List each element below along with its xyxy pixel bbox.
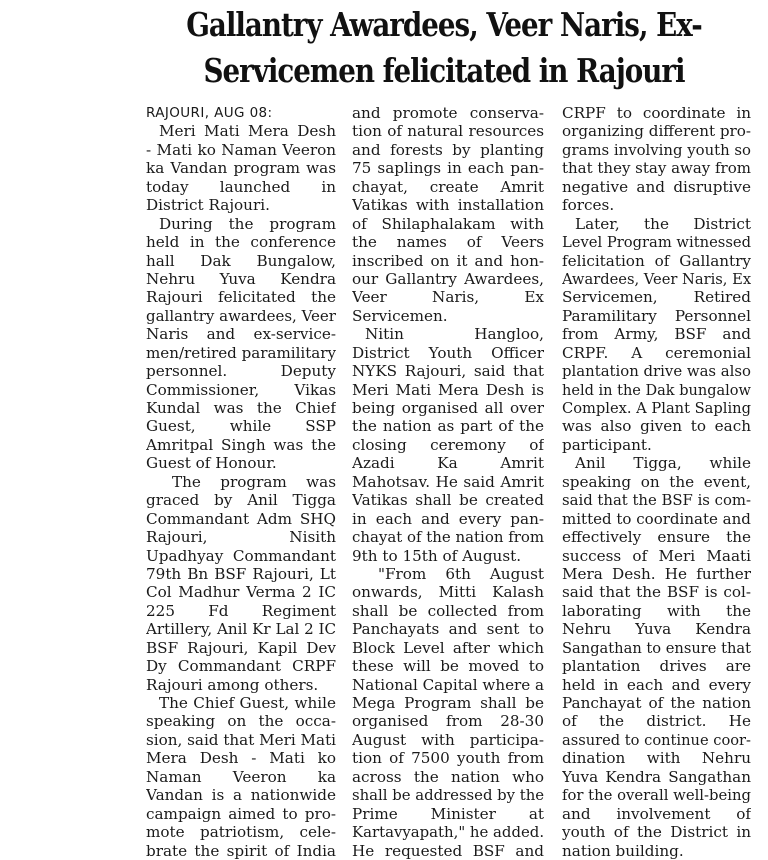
article-text-line: Prime Minister at <box>352 804 544 823</box>
article-text-line: these will be moved to <box>352 657 544 676</box>
article-column-3 <box>562 104 751 860</box>
article-text-line: brate the spirit of India <box>146 841 336 860</box>
article-text-line: NYKS Rajouri, said that <box>352 362 544 381</box>
article-text-line: Naris and ex-service- <box>146 325 336 344</box>
article-text-line: felicitation of Gallantry <box>562 251 751 270</box>
article-text-line: tion of natural resources <box>352 122 544 141</box>
article-column-2 <box>352 104 544 860</box>
article-text-line: for the overall well-being <box>562 786 751 805</box>
article-text-line: participant. <box>562 435 652 454</box>
article-text-line: closing ceremony of <box>352 435 544 454</box>
article-text-line: Nehru Yuva Kendra <box>146 269 336 288</box>
article-text-line: He requested BSF and <box>352 841 544 860</box>
article-text-line: Sangathan to ensure that <box>562 638 751 657</box>
article-text-line: 79th Bn BSF Rajouri, Lt <box>146 564 336 583</box>
article-text-line: organised from 28-30 <box>352 712 544 731</box>
article-text-line: 9th to 15th of August. <box>352 546 522 565</box>
article-text-line: Mahotsav. He said Amrit <box>352 472 544 491</box>
article-text-line: During the program <box>159 214 336 233</box>
article-text-line: The Chief Guest, while <box>159 694 336 712</box>
article-text-line: across the nation who <box>352 767 544 786</box>
article-text-line: Complex. A Plant Sapling <box>562 399 751 417</box>
article-text-line: Guest of Honour. <box>146 454 277 473</box>
article-text-line: youth of the District in <box>562 823 751 842</box>
article-text-line: Upadhyay Commandant <box>146 546 336 565</box>
article-text-line: in each and every pan- <box>352 509 544 528</box>
article-text-line: August with participa- <box>352 730 544 749</box>
article-text-line: forces. <box>562 196 615 215</box>
article-text-line: Dy Commandant CRPF <box>146 657 336 676</box>
article-text-line: BSF Rajouri, Kapil Dev <box>146 638 336 657</box>
article-text-line: Meri Mati Mera Desh is <box>352 380 544 399</box>
article-text-line: negative and disruptive <box>562 177 751 196</box>
article-text-line: Nehru Yuva Kendra <box>562 620 751 639</box>
article-text-line: being organised all over <box>352 399 544 417</box>
article-text-line: Vatikas with installation <box>352 196 544 215</box>
article-text-line: Mera Desh. He further <box>562 564 751 583</box>
article-text-line: speaking on the event, <box>562 472 751 491</box>
article-text-line: - Mati ko Naman Veeron <box>146 140 336 159</box>
article-text-line: inscribed on it and hon- <box>352 251 544 270</box>
article-text-line: Rajouri felicitated the <box>146 288 336 307</box>
article-text-line: effectively ensure the <box>562 528 751 547</box>
article-text-line: Artillery, Anil Kr Lal 2 IC <box>146 620 336 639</box>
article-text-line: held in the Dak bungalow <box>562 380 751 399</box>
article-text-line: ka Vandan program was <box>146 159 336 178</box>
article-text-line: Nitin Hangloo, <box>365 325 544 344</box>
article-text-line: Yuva Kendra Sangathan <box>562 767 751 786</box>
article-text-line: Paramilitary Personnel <box>562 306 751 325</box>
article-text-line: District Rajouri. <box>146 196 270 215</box>
article-text-line: CRPF. A ceremonial <box>562 343 751 362</box>
article-text-line: shall be collected from <box>352 601 544 620</box>
article-text-line: Vandan is a nationwide <box>146 786 336 805</box>
article-text-line: said that the BSF is com- <box>562 491 751 510</box>
article-text-line: graced by Anil Tigga <box>146 491 336 510</box>
article-text-line: "From 6th August <box>378 564 544 583</box>
article-text-line: Commandant Adm SHQ <box>146 509 336 528</box>
headline-line-2: Servicemen felicitated in Rajouri <box>203 51 685 90</box>
article-text-line: Col Madhur Verma 2 IC <box>146 583 336 602</box>
article-text-line: National Capital where a <box>352 675 544 694</box>
article-text-line: Azadi Ka Amrit <box>352 454 544 473</box>
article-text-line: 225 Fd Regiment <box>146 601 336 620</box>
headline-line-1: Gallantry Awardees, Veer Naris, Ex- <box>186 5 702 44</box>
article-text-line: Rajouri, Nisith <box>146 528 336 547</box>
article-text-line: Panchayats and sent to <box>352 620 544 639</box>
article-text-line: Kundal was the Chief <box>146 399 336 417</box>
article-text-line: success of Meri Maati <box>562 546 751 565</box>
article-text-line: Naman Veeron ka <box>146 767 336 786</box>
article-text-line: and involvement of <box>562 804 751 823</box>
article-text-line: grams involving youth so <box>562 140 751 159</box>
article-headline <box>172 2 716 94</box>
article-text-line: chayat of the nation from <box>352 528 544 547</box>
article-text-line: Anil Tigga, while <box>575 454 751 473</box>
article-text-line: mote patriotism, cele- <box>146 823 336 842</box>
article-text-line: that they stay away from <box>562 159 751 178</box>
article-text-line: chayat, create Amrit <box>352 177 544 196</box>
article-text-line: tion of 7500 youth from <box>352 749 544 768</box>
article-text-line: the names of Veers <box>352 233 544 252</box>
article-text-line: dination with Nehru <box>562 749 751 768</box>
article-text-line: Guest, while SSP <box>146 417 336 436</box>
article-text-line: Kartavyapath," he added. <box>352 823 544 842</box>
article-text-line: organizing different pro- <box>562 122 751 141</box>
article-text-line: hall Dak Bungalow, <box>146 251 336 270</box>
article-text-line: Mera Desh - Mati ko <box>146 749 336 768</box>
article-text-line: nation building. <box>562 841 684 860</box>
article-text-line: Amritpal Singh was the <box>146 435 336 454</box>
article-text-line: of Shilaphalakam with <box>352 214 544 233</box>
article-text-line: Mega Program shall be <box>352 694 544 712</box>
article-text-line: campaign aimed to pro- <box>146 804 336 823</box>
article-text-line: Block Level after which <box>352 638 544 657</box>
article-text-line: today launched in <box>146 177 336 196</box>
article-text-line: Rajouri among others. <box>146 675 319 694</box>
article-text-line: and forests by planting <box>352 140 544 159</box>
article-text-line: was also given to each <box>562 417 751 436</box>
article-text-line: Awardees, Veer Naris, Ex <box>562 269 751 288</box>
article-text-line: Panchayat of the nation <box>562 694 751 712</box>
article-text-line: of the district. He <box>562 712 751 731</box>
article-text-line: Later, the District <box>575 214 751 233</box>
article-text-line: assured to continue coor- <box>562 730 751 749</box>
article-text-line: said that the BSF is col- <box>562 583 751 602</box>
article-text-line: personnel. Deputy <box>146 362 336 381</box>
article-text-line: CRPF to coordinate in <box>562 104 751 122</box>
article-text-line: District Youth Officer <box>352 343 544 362</box>
article-text-line: Vatikas shall be created <box>352 491 544 510</box>
article-text-line: Servicemen, Retired <box>562 288 751 307</box>
article-text-line: our Gallantry Awardees, <box>352 269 544 288</box>
article-text-line: gallantry awardees, Veer <box>146 306 336 325</box>
article-text-line: The program was <box>172 472 336 491</box>
article-text-line: plantation drive was also <box>562 362 751 381</box>
article-text-line: Commissioner, Vikas <box>146 380 336 399</box>
article-text-line: the nation as part of the <box>352 417 544 436</box>
article-text-line: laborating with the <box>562 601 751 620</box>
article-text-line: Meri Mati Mera Desh <box>159 122 336 141</box>
article-text-line: onwards, Mitti Kalash <box>352 583 544 602</box>
article-text-line: speaking on the occa- <box>146 712 336 731</box>
article-text-line: mitted to coordinate and <box>562 509 751 528</box>
article-text-line: held in the conference <box>146 233 336 252</box>
article-column-1 <box>146 104 336 860</box>
article-text-line: Level Program witnessed <box>562 233 751 252</box>
article-text-line: sion, said that Meri Mati <box>146 730 336 749</box>
article-text-line: held in each and every <box>562 675 751 694</box>
article-text-line: shall be addressed by the <box>352 786 544 805</box>
article-text-line: men/retired paramilitary <box>146 343 336 362</box>
article-text-line: Servicemen. <box>352 306 448 325</box>
article-text-line: 75 saplings in each pan- <box>352 159 544 178</box>
dateline: RAJOURI, AUG 08: <box>146 105 273 121</box>
article-text-line: and promote conserva- <box>352 104 544 122</box>
article-text-line: from Army, BSF and <box>562 325 751 344</box>
article-text-line: plantation drives are <box>562 657 751 676</box>
article-text-line: Veer Naris, Ex <box>352 288 544 307</box>
